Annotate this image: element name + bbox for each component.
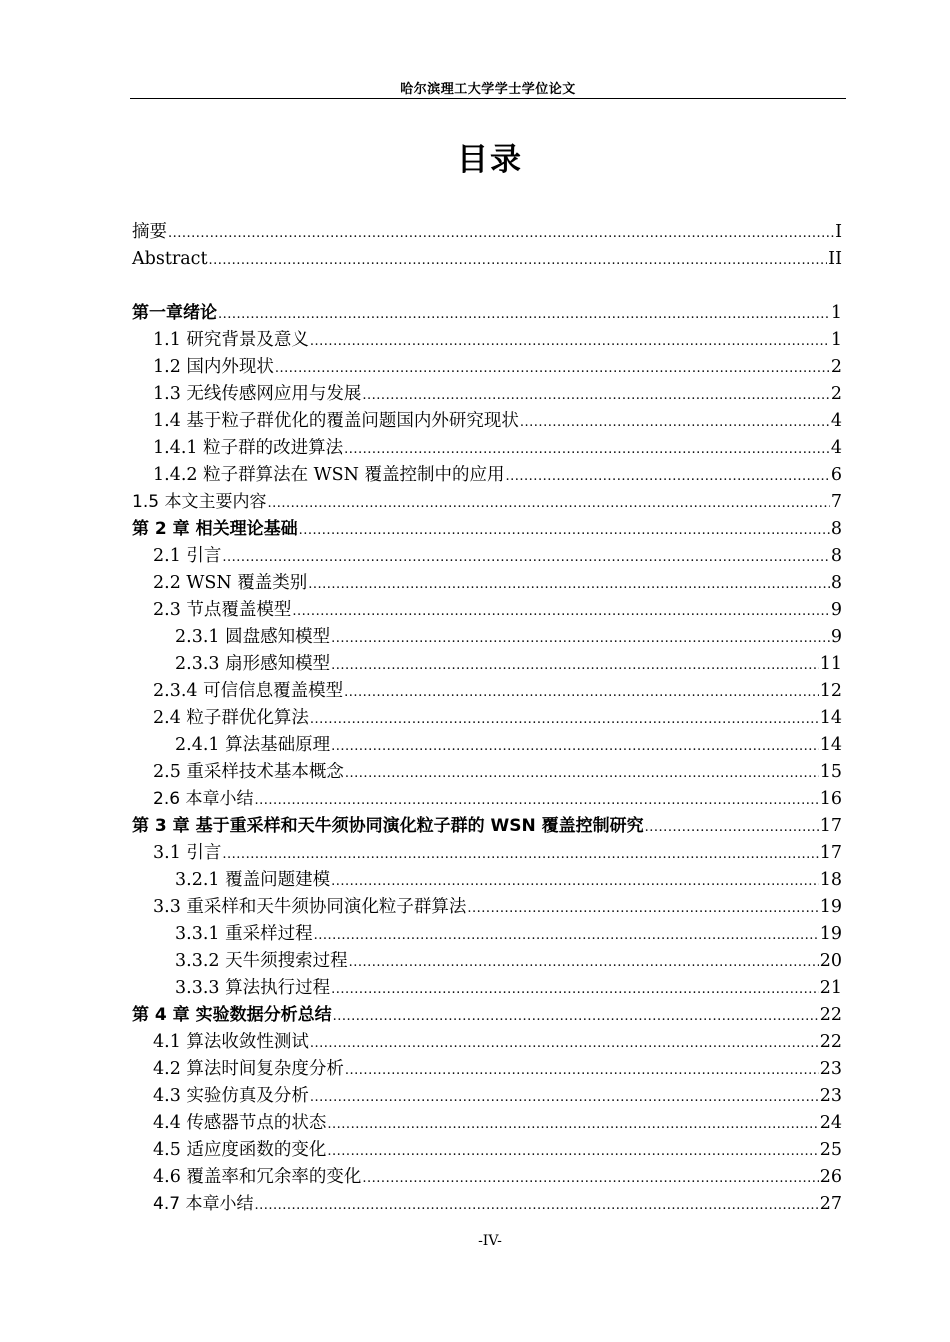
toc-entry-label: 第 3 章 基于重采样和天牛须协同演化粒子群的 WSN 覆盖控制研究 [132, 816, 644, 836]
toc-entry-label: 3.1 引言 [153, 843, 222, 863]
toc-entry-label: 2.4 粒子群优化算法 [153, 708, 309, 728]
toc-entry-label: 2.1 引言 [153, 546, 222, 566]
toc-entry[interactable] [132, 1056, 842, 1083]
toc-page-number: 11 [819, 654, 842, 674]
toc-entry[interactable] [132, 732, 842, 759]
toc-leader-dots [331, 652, 819, 679]
toc-entry[interactable] [132, 624, 842, 651]
toc-entry-label: 2.3.3 扇形感知模型 [175, 654, 331, 674]
toc-entry-label: 1.1 研究背景及意义 [153, 330, 309, 350]
toc-page-number: I [835, 222, 842, 242]
toc-entry-label: 1.3 无线传感网应用与发展 [153, 384, 362, 404]
toc-entry[interactable] [132, 975, 842, 1002]
toc-page-number: 25 [819, 1140, 842, 1160]
toc-page-number: 16 [819, 789, 842, 809]
toc-entry[interactable] [132, 1164, 842, 1191]
toc-entry-label: 3.3.2 天牛须搜索过程 [175, 951, 348, 971]
toc-entry-label: 2.2 WSN 覆盖类别 [153, 573, 308, 593]
toc-entry-label: 4.4 传感器节点的状态 [153, 1113, 327, 1133]
toc-page-number: 4 [830, 411, 842, 431]
toc-entry-label: 3.3 重采样和天牛须协同演化粒子群算法 [153, 897, 467, 917]
toc-entry[interactable] [132, 597, 842, 624]
toc-page-number: 22 [819, 1005, 842, 1025]
page-number: -IV- [478, 1233, 502, 1249]
toc-title: 目录 [457, 142, 523, 178]
toc-entry[interactable] [132, 462, 842, 489]
toc-page-number: 17 [819, 816, 842, 836]
toc-page-number: 2 [830, 384, 842, 404]
toc-page-number: 17 [819, 843, 842, 863]
toc-leader-dots [345, 1057, 819, 1084]
toc-leader-dots [467, 895, 818, 922]
toc-entry-label: 1.4 基于粒子群优化的覆盖问题国内外研究现状 [153, 411, 519, 431]
toc-page-number: 9 [830, 627, 842, 647]
toc-leader-dots [645, 814, 819, 841]
toc-page-number: II [828, 249, 842, 269]
toc-leader-dots [331, 733, 819, 760]
toc-entry-label: 2.3.1 圆盘感知模型 [175, 627, 331, 647]
toc-entry-label: 第一章绪论 [132, 303, 217, 323]
toc-page-number: 8 [830, 519, 842, 539]
toc-entry[interactable] [132, 894, 842, 921]
toc-leader-dots [314, 922, 819, 949]
toc-entry-label: 2.5 重采样技术基本概念 [153, 762, 344, 782]
toc-leader-dots [349, 949, 819, 976]
toc-leader-dots [218, 301, 830, 328]
toc-leader-dots [344, 436, 830, 463]
toc-leader-dots [308, 571, 830, 598]
toc-entry[interactable] [132, 759, 842, 786]
toc-entry[interactable] [132, 948, 842, 975]
toc-entry-label: Abstract [132, 249, 208, 269]
toc-page-number: 6 [830, 465, 842, 485]
toc-leader-dots [310, 1084, 819, 1111]
toc-entry-label: 4.2 算法时间复杂度分析 [153, 1059, 344, 1079]
toc-page-number: 12 [819, 681, 842, 701]
toc-page-number: 14 [819, 708, 842, 728]
toc-entry-label: 2.6 本章小结 [153, 789, 254, 809]
toc-leader-dots [310, 1030, 819, 1057]
toc-entry[interactable] [132, 327, 842, 354]
toc-leader-dots [345, 760, 819, 787]
toc-entry-label: 摘要 [132, 222, 167, 242]
toc-entry[interactable] [132, 840, 842, 867]
toc-leader-dots [362, 382, 829, 409]
toc-leader-dots [310, 706, 819, 733]
toc-page-number: 24 [819, 1113, 842, 1133]
toc-page-number: 4 [830, 438, 842, 458]
toc-leader-dots [222, 544, 829, 571]
toc-entry-label: 1.4.1 粒子群的改进算法 [153, 438, 344, 458]
toc-page-number: 1 [830, 330, 842, 350]
toc-entry[interactable] [132, 1137, 842, 1164]
toc-leader-dots [168, 220, 834, 247]
toc-entry[interactable] [132, 246, 842, 273]
toc-leader-dots [254, 1192, 818, 1219]
toc-entry[interactable] [132, 678, 842, 705]
toc-page-number: 19 [819, 924, 842, 944]
toc-leader-dots [275, 355, 830, 382]
toc-leader-dots [520, 409, 830, 436]
toc-entry[interactable] [132, 516, 842, 543]
toc-entry[interactable] [132, 1110, 842, 1137]
toc-page-number: 23 [819, 1086, 842, 1106]
toc-page-number: 27 [819, 1194, 842, 1214]
toc-page-number: 15 [819, 762, 842, 782]
toc-entry[interactable] [132, 219, 842, 246]
toc-leader-dots [344, 679, 819, 706]
toc-page-number: 19 [819, 897, 842, 917]
toc-entry[interactable] [132, 435, 842, 462]
toc-leader-dots [209, 247, 828, 274]
toc-entry-label: 3.3.3 算法执行过程 [175, 978, 331, 998]
running-header: 哈尔滨理工大学学士学位论文 [400, 82, 576, 97]
toc-entry-label: 4.6 覆盖率和冗余率的变化 [153, 1167, 362, 1187]
toc-entry-label: 4.7 本章小结 [153, 1194, 254, 1214]
toc-entry-label: 2.3.4 可信信息覆盖模型 [153, 681, 344, 701]
toc-entry[interactable] [132, 1002, 842, 1029]
toc-entry[interactable] [132, 786, 842, 813]
toc-entry-label: 2.3 节点覆盖模型 [153, 600, 292, 620]
toc-entry-label: 第 4 章 实验数据分析总结 [132, 1005, 332, 1025]
toc-leader-dots [327, 1111, 818, 1138]
toc-entry[interactable] [132, 570, 842, 597]
toc-entry[interactable] [132, 867, 842, 894]
toc-page-number: 8 [830, 546, 842, 566]
toc-leader-dots [310, 328, 830, 355]
toc-page-number: 23 [819, 1059, 842, 1079]
table-of-contents [132, 219, 842, 1218]
toc-leader-dots [362, 1165, 818, 1192]
toc-entry-label: 第 2 章 相关理论基础 [132, 519, 298, 539]
toc-leader-dots [331, 868, 819, 895]
toc-leader-dots [327, 1138, 818, 1165]
toc-entry[interactable] [132, 408, 842, 435]
toc-entry[interactable] [132, 354, 842, 381]
toc-entry-label: 1.2 国内外现状 [153, 357, 274, 377]
toc-entry[interactable] [132, 651, 842, 678]
toc-leader-dots [254, 787, 818, 814]
toc-leader-dots [333, 1003, 819, 1030]
toc-leader-dots [331, 625, 830, 652]
toc-page-number: 20 [819, 951, 842, 971]
header-rule [130, 98, 846, 99]
toc-entry[interactable] [132, 381, 842, 408]
toc-entry[interactable] [132, 1191, 842, 1218]
toc-entry-label: 1.4.2 粒子群算法在 WSN 覆盖控制中的应用 [153, 465, 505, 485]
toc-leader-dots [299, 517, 830, 544]
toc-page-number: 2 [830, 357, 842, 377]
toc-page-number: 22 [819, 1032, 842, 1052]
toc-entry[interactable] [132, 705, 842, 732]
toc-entry-label: 4.3 实验仿真及分析 [153, 1086, 309, 1106]
toc-leader-dots [331, 976, 819, 1003]
toc-page-number: 18 [819, 870, 842, 890]
toc-entry-label: 1.5 本文主要内容 [132, 492, 267, 512]
toc-leader-dots [292, 598, 829, 625]
toc-page-number: 1 [830, 303, 842, 323]
toc-entry[interactable] [132, 813, 842, 840]
toc-entry[interactable] [132, 489, 842, 516]
toc-entry[interactable] [132, 1083, 842, 1110]
toc-page-number: 8 [830, 573, 842, 593]
toc-entry[interactable] [132, 1029, 842, 1056]
toc-entry-label: 3.2.1 覆盖问题建模 [175, 870, 331, 890]
toc-entry[interactable] [132, 543, 842, 570]
toc-entry[interactable] [132, 300, 842, 327]
toc-leader-dots [267, 490, 829, 517]
toc-page-number: 7 [830, 492, 842, 512]
toc-leader-dots [222, 841, 818, 868]
toc-entry-label: 3.3.1 重采样过程 [175, 924, 313, 944]
toc-entry[interactable] [132, 921, 842, 948]
toc-entry-label: 4.1 算法收敛性测试 [153, 1032, 309, 1052]
toc-leader-dots [506, 463, 830, 490]
toc-page-number: 14 [819, 735, 842, 755]
toc-page-number: 9 [830, 600, 842, 620]
toc-page-number: 26 [819, 1167, 842, 1187]
toc-entry-label: 2.4.1 算法基础原理 [175, 735, 331, 755]
toc-page-number: 21 [819, 978, 842, 998]
toc-entry-label: 4.5 适应度函数的变化 [153, 1140, 327, 1160]
